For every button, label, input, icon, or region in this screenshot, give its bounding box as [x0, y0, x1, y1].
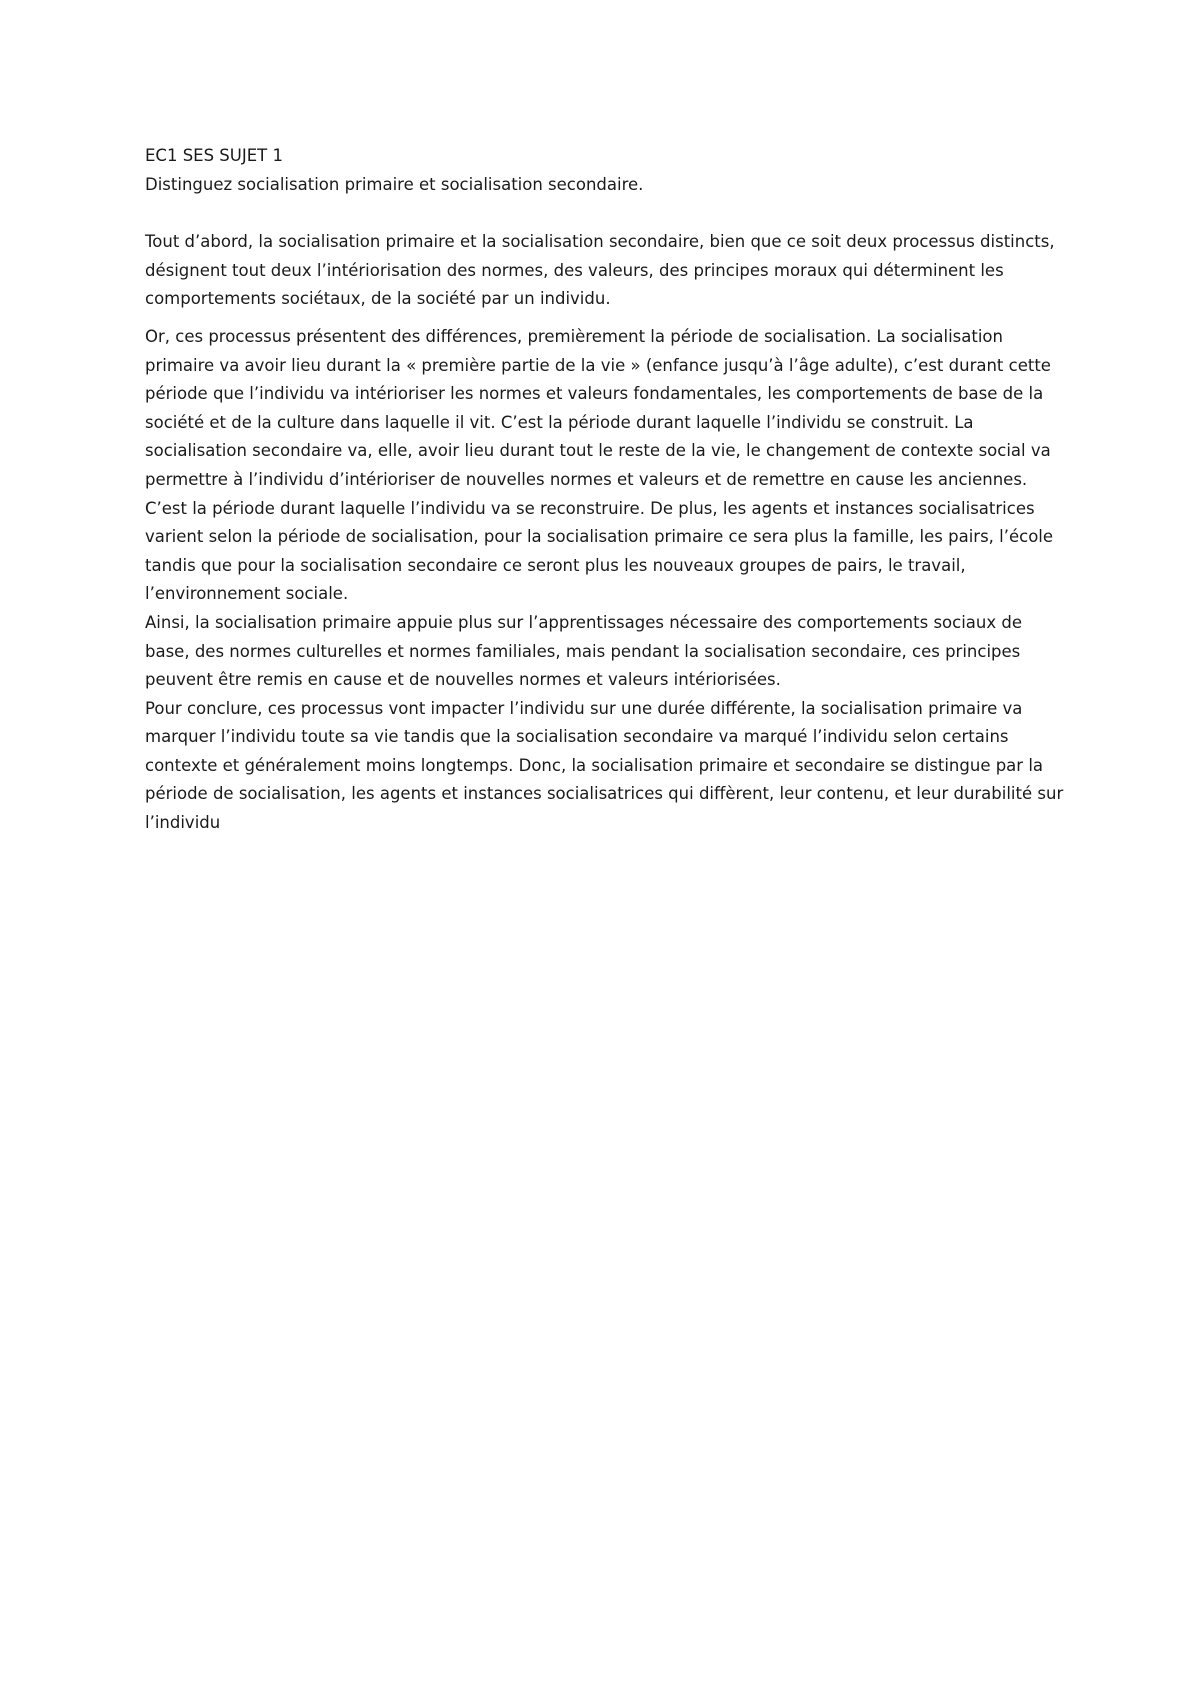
paragraph-ainsi: Ainsi, la socialisation primaire appuie plus sur l’apprentissages nécessaire des comportements sociaux de base, des normes culturelles et normes familiales, mais pendant la socialisation secondaire, ces principes peuvent être remis en cause et de nouvelles normes et valeurs intériorisées.: [145, 612, 1022, 690]
paragraph-differences: Or, ces processus présentent des différences, premièrement la période de socialisation. La socialisation primaire va avoir lieu durant la « première partie de la vie » (enfance jusqu’à l’âge adulte), c’est durant cette période que l’individu va intérioriser les normes et valeurs fondamentales, les comportements de base de la société et de la culture dans laquelle il vit. C’est la période durant laquelle l’individu se construit. La socialisation secondaire va, elle, avoir lieu durant tout le reste de la vie, le changement de contexte social va permettre à l’individu d’intérioriser de nouvelles normes et valeurs et de remettre en cause les anciennes. C’est la période durant laquelle l’individu va se reconstruire. De plus, les agents et instances socialisatrices varient selon la période de socialisation, pour la socialisation primaire ce sera plus la famille, les pairs, l’école tandis que pour la socialisation secondaire ce seront plus les nouveaux groupes de pairs, le travail, l’environnement sociale.: [145, 326, 1054, 604]
essay-question: Distinguez socialisation primaire et socialisation secondaire.: [145, 174, 644, 194]
spacer: [145, 199, 1065, 228]
paragraph-conclusion: Pour conclure, ces processus vont impacter l’individu sur une durée différente, la socialisation primaire va marquer l’individu toute sa vie tandis que la socialisation secondaire va marqué l’individu selon certains contexte et généralement moins longtemps. Donc, la socialisation primaire et secondaire se distingue par la période de socialisation, les agents et instances socialisatrices qui diffèrent, leur contenu, et leur durabilité sur l’individu: [145, 698, 1064, 833]
paragraph-introduction: Tout d’abord, la socialisation primaire et la socialisation secondaire, bien que ce soit deux processus distincts, désignent tout deux l’intériorisation des normes, des valeurs, des principes moraux qui déterminent les comportements sociétaux, de la société par un individu.: [145, 232, 1055, 309]
document-page: [145, 142, 1065, 838]
document-header: EC1 SES SUJET 1: [145, 146, 283, 165]
spacer: [145, 314, 1065, 323]
